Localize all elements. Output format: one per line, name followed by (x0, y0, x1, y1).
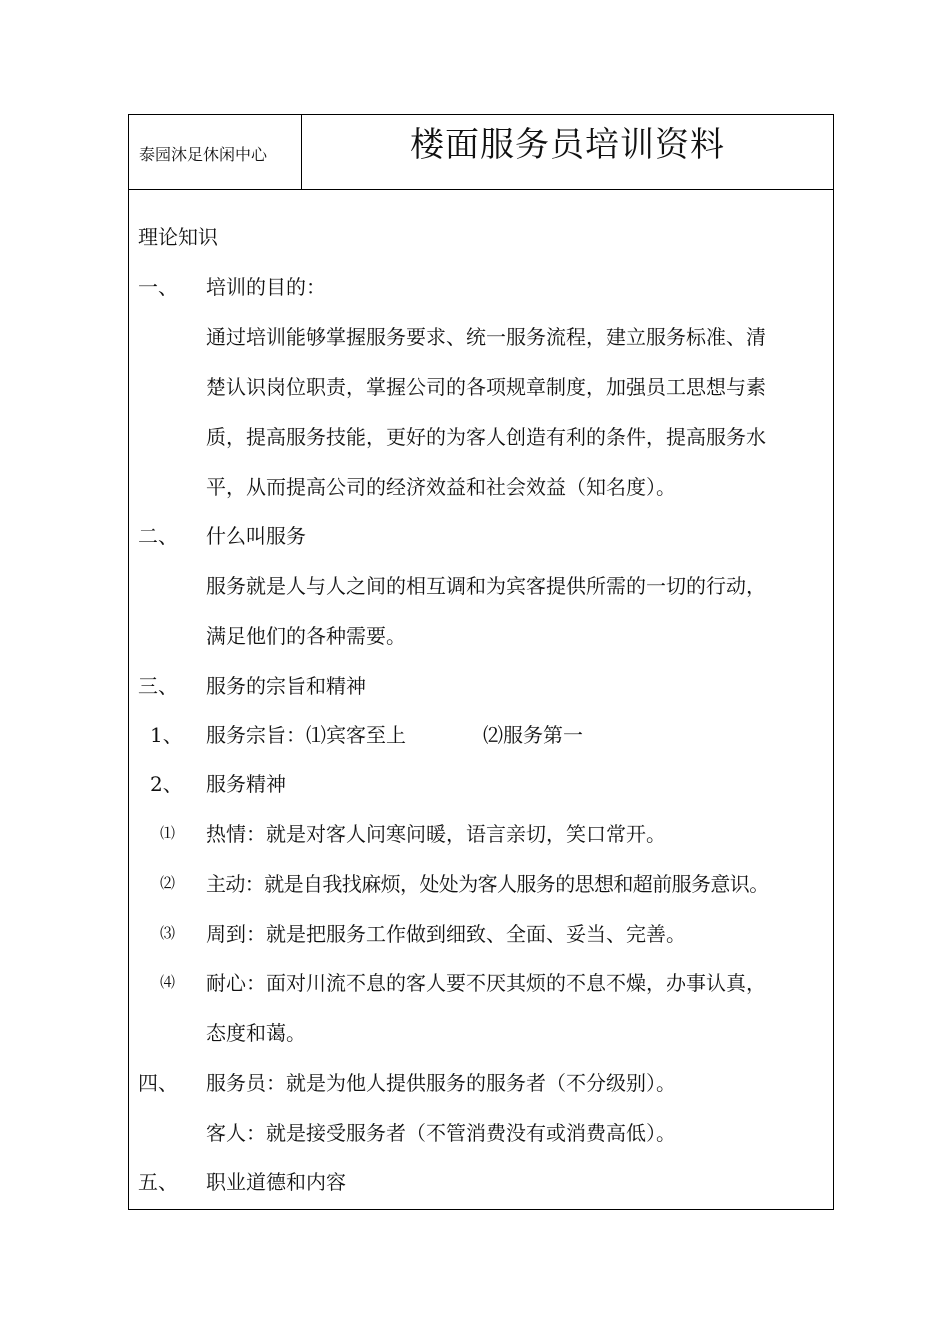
section-title: 理论知识 (138, 225, 218, 249)
s3-item1-label: 服务宗旨：⑴宾客至上 (206, 723, 406, 747)
header-org-cell (129, 115, 302, 189)
s3-item1-marker: 1、 (150, 723, 183, 747)
s1-line: 平，从而提高公司的经济效益和社会效益（知名度）。 (206, 475, 676, 499)
s1-marker: 一、 (138, 275, 178, 299)
s5-heading: 职业道德和内容 (206, 1170, 346, 1194)
s5-marker: 五、 (138, 1170, 178, 1194)
s4-line: 服务员：就是为他人提供服务的服务者（不分级别）。 (206, 1071, 676, 1095)
s3-item2-label: 服务精神 (206, 772, 286, 796)
spirit-marker: ⑶ (160, 924, 176, 942)
s3-item2-marker: 2、 (150, 772, 183, 796)
s3-item1-label2: ⑵服务第一 (483, 723, 583, 747)
spirit-continuation: 态度和蔼。 (206, 1021, 306, 1045)
s2-line: 服务就是人与人之间的相互调和为宾客提供所需的一切的行动， (206, 574, 766, 598)
s3-marker: 三、 (138, 674, 178, 698)
spirit-text: 主动：就是自我找麻烦，处处为客人服务的思想和超前服务意识。 (206, 872, 769, 896)
spirit-text: 周到：就是把服务工作做到细致、全面、妥当、完善。 (206, 922, 686, 946)
s3-heading: 服务的宗旨和精神 (206, 674, 366, 698)
header-row (129, 115, 833, 190)
spirit-marker: ⑷ (160, 973, 176, 991)
s1-line: 通过培训能够掌握服务要求、统一服务流程，建立服务标准、清 (206, 325, 766, 349)
s4-marker: 四、 (138, 1071, 178, 1095)
spirit-text: 热情：就是对客人问寒问暖，语言亲切，笑口常开。 (206, 822, 666, 846)
s4-line: 客人：就是接受服务者（不管消费没有或消费高低）。 (206, 1121, 676, 1145)
s1-line: 质，提高服务技能，更好的为客人创造有利的条件，提高服务水 (206, 425, 766, 449)
org-name: 泰园沐足休闲中心 (139, 145, 268, 164)
spirit-text: 耐心：面对川流不息的客人要不厌其烦的不息不燥，办事认真， (206, 971, 766, 995)
s2-marker: 二、 (138, 524, 178, 548)
spirit-marker: ⑵ (160, 874, 176, 892)
s1-heading: 培训的目的： (206, 275, 326, 299)
s2-line: 满足他们的各种需要。 (206, 624, 406, 648)
spirit-marker: ⑴ (160, 824, 176, 842)
s1-line: 楚认识岗位职责，掌握公司的各项规章制度，加强员工思想与素 (206, 375, 766, 399)
document-title: 楼面服务员培训资料 (410, 125, 725, 165)
s2-heading: 什么叫服务 (206, 524, 306, 548)
